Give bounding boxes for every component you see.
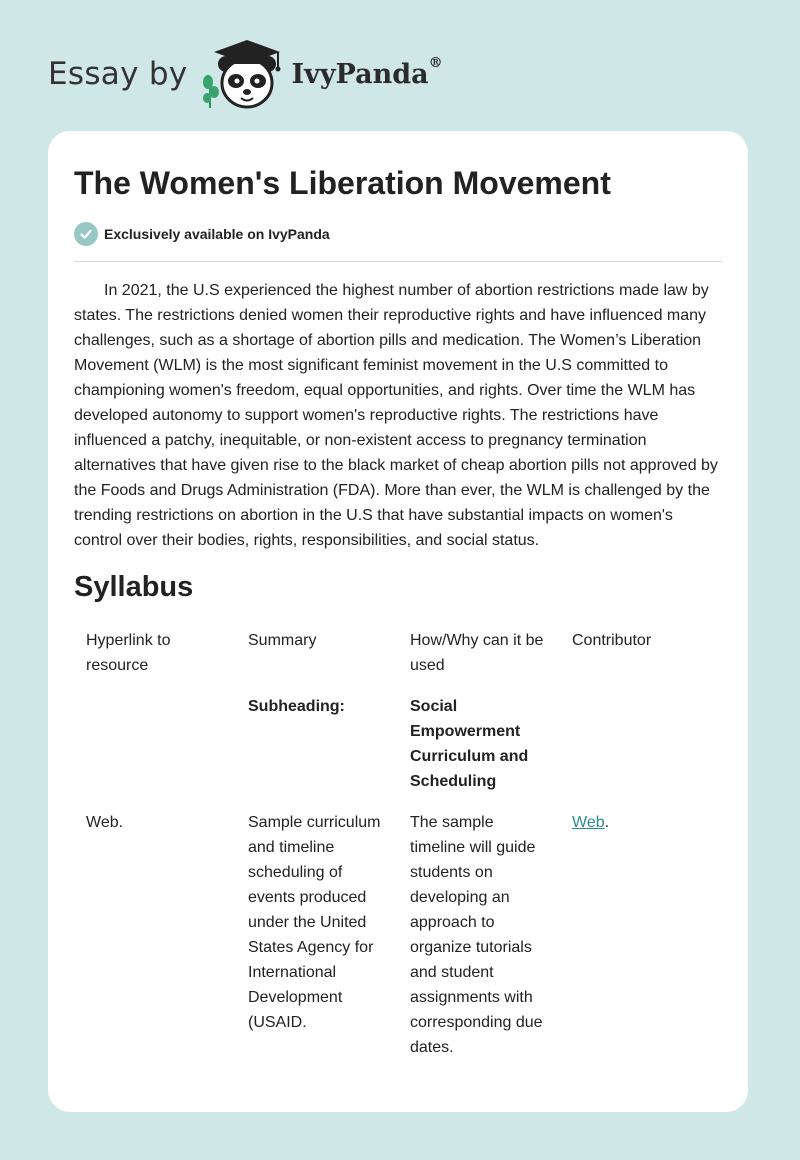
header-cell-hyperlink: Hyperlink to resource [86, 632, 171, 674]
row-hyperlink-cell: Web. [86, 814, 124, 831]
header-cell-contributor: Contributor [572, 632, 652, 649]
badge-text: Exclusively available on IvyPanda [104, 226, 330, 242]
brand-prefix: Essay by [48, 56, 188, 92]
contributor-suffix: . [604, 814, 610, 831]
exclusive-badge [74, 222, 330, 246]
intro-paragraph: In 2021, the U.S experienced the highest number of abortion restrictions made law by states. The restrictions denied women their reproductive rights and have influenced many challenges, such as a shortage of abortion pills and medication. The Women’s Liberation Movement (WLM) is the most significant feminist movement in the U.S committed to championing women's freedom, equal opportunities, and rights. Over time the WLM has developed autonomy to support women's reproductive rights. The restrictions have influenced a patchy, inequitable, or non-existent access to pregnancy termination alternatives that have given rise to the black market of cheap abortion pills not approved by the Foods and Drugs Administration (FDA). More than ever, the WLM is challenged by the trending restrictions on abortion in the U.S that have substantial impacts on women's control over their bodies, rights, responsibilities, and social status. [74, 282, 718, 549]
brand-name-text: IvyPanda [291, 58, 429, 90]
subheading-row [74, 694, 722, 810]
page-title: The Women's Liberation Movement [74, 165, 611, 201]
subheading-label: Subheading: [248, 698, 345, 715]
section-heading: Syllabus [74, 571, 194, 603]
registered-mark: ® [428, 54, 443, 71]
brand-name [291, 54, 443, 90]
subheading-value: Social Empowerment Curriculum and Scheduling [410, 698, 529, 790]
header-cell-summary: Summary [248, 632, 317, 649]
row-contributor-cell [560, 810, 722, 1076]
table-row [74, 810, 722, 1076]
header-cell-usage: How/Why can it be used [410, 632, 544, 674]
empty-cell [560, 694, 722, 810]
table-header-row [74, 628, 722, 694]
site-brand[interactable] [48, 36, 443, 112]
panda-logo-icon [202, 36, 288, 112]
essay-card [48, 131, 748, 1112]
row-summary-cell: Sample curriculum and timeline scheduling of events produced under the United States Agency for International Development (USAID. [248, 814, 381, 1031]
row-usage-cell: The sample timeline will guide students on developing an approach to organize tutorials and student assignments with corresponding due dates. [410, 814, 543, 1056]
checkmark-icon [74, 222, 98, 246]
divider [74, 261, 722, 262]
syllabus-table [74, 628, 722, 1076]
empty-cell [74, 694, 236, 810]
contributor-web-link[interactable]: Web [572, 814, 605, 831]
